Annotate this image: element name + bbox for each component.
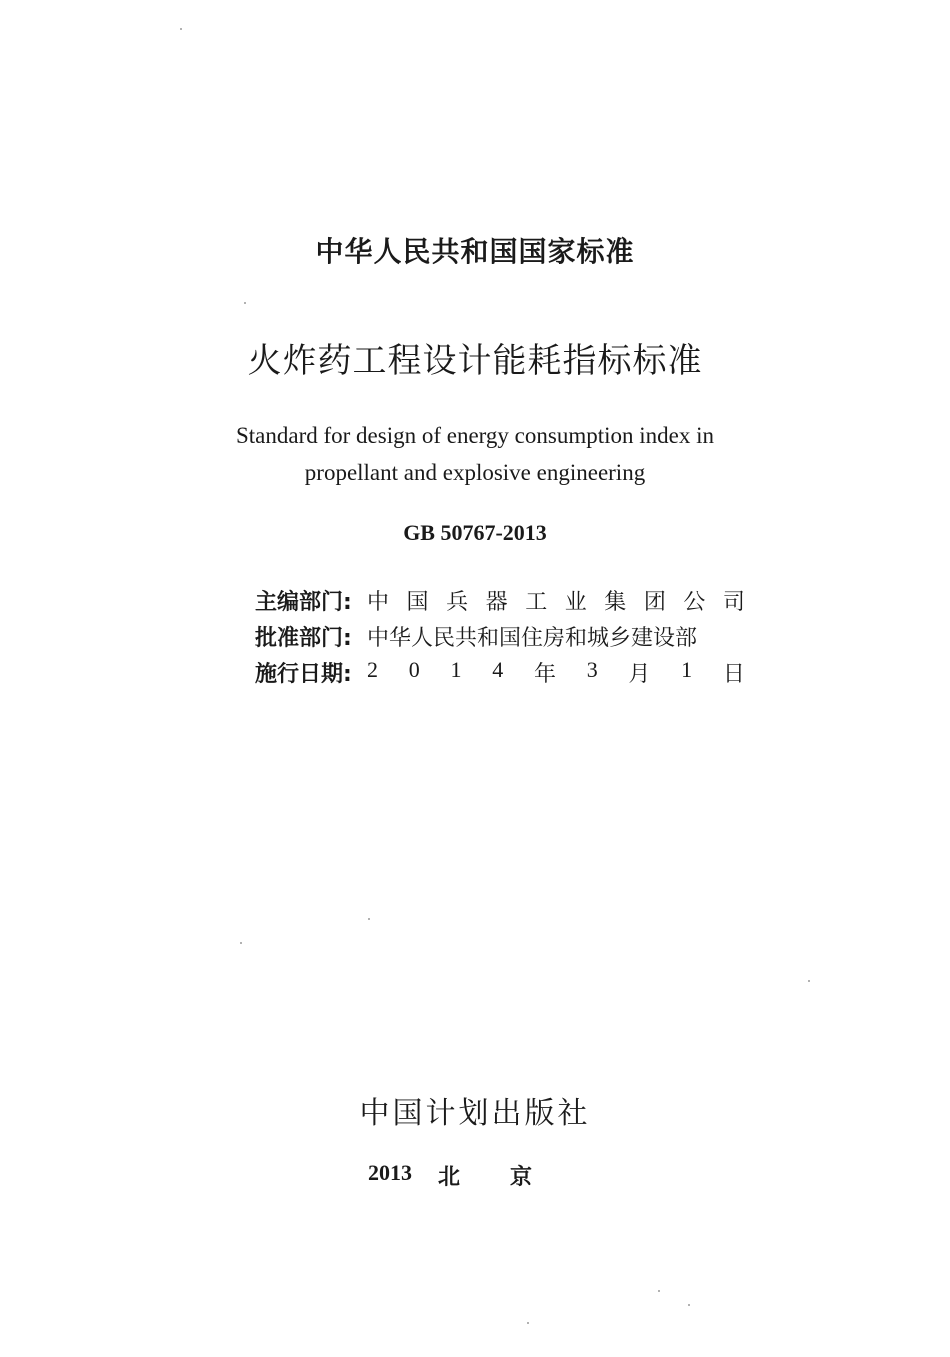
approver-row <box>255 618 745 654</box>
editor-value-char: 兵 <box>446 589 469 615</box>
series-title: 中华人民共和国国家标准 <box>315 235 635 268</box>
editor-value-char: 集 <box>604 589 627 615</box>
scan-speck <box>180 28 182 30</box>
editor-value <box>367 585 745 616</box>
date-value-char: 3 <box>586 656 598 682</box>
date-value-char: 2 <box>367 656 378 682</box>
date-value-char: 4 <box>492 656 504 682</box>
imprint-year: 2013 <box>367 1160 412 1185</box>
scan-speck <box>244 302 246 304</box>
date-value-char: 1 <box>450 656 462 682</box>
info-block <box>255 582 745 690</box>
scan-speck <box>688 1304 690 1306</box>
date-value <box>367 657 745 688</box>
imprint <box>0 1160 950 1191</box>
date-label: 施行日期: <box>255 661 352 687</box>
english-title-line-2: propellant and explosive engineering <box>304 460 646 485</box>
scan-speck <box>658 1290 660 1292</box>
approver-label: 批准部门: <box>255 625 352 651</box>
main-title: 火炸药工程设计能耗指标标准 <box>247 341 703 381</box>
editor-label: 主编部门: <box>255 589 352 615</box>
scan-speck <box>808 980 810 982</box>
editor-value-char: 国 <box>406 589 429 615</box>
editor-value-char: 团 <box>643 589 666 615</box>
publisher: 中国计划出版社 <box>359 1096 591 1131</box>
date-value-char: 1 <box>681 656 693 682</box>
editor-value-char: 司 <box>722 589 745 615</box>
date-value-char: 0 <box>408 656 420 682</box>
standard-code: GB 50767-2013 <box>403 520 547 545</box>
editor-value-char: 工 <box>525 589 548 615</box>
scan-speck <box>368 918 370 920</box>
date-row <box>255 654 745 690</box>
date-value-char: 年 <box>533 660 556 686</box>
imprint-city: 北京 <box>437 1165 582 1190</box>
editor-row <box>255 582 745 618</box>
editor-value-char: 中 <box>367 589 390 615</box>
scan-speck <box>240 942 242 944</box>
scan-speck <box>527 1322 529 1324</box>
english-title <box>0 417 950 491</box>
date-value-char: 月 <box>628 660 651 686</box>
english-title-line-1: Standard for design of energy consumption index in <box>235 423 714 448</box>
editor-value-char: 业 <box>564 589 587 615</box>
approver-value: 中华人民共和国住房和城乡建设部 <box>367 625 698 651</box>
editor-value-char: 公 <box>683 589 706 615</box>
editor-value-char: 器 <box>485 589 508 615</box>
date-value-char: 日 <box>722 660 745 686</box>
